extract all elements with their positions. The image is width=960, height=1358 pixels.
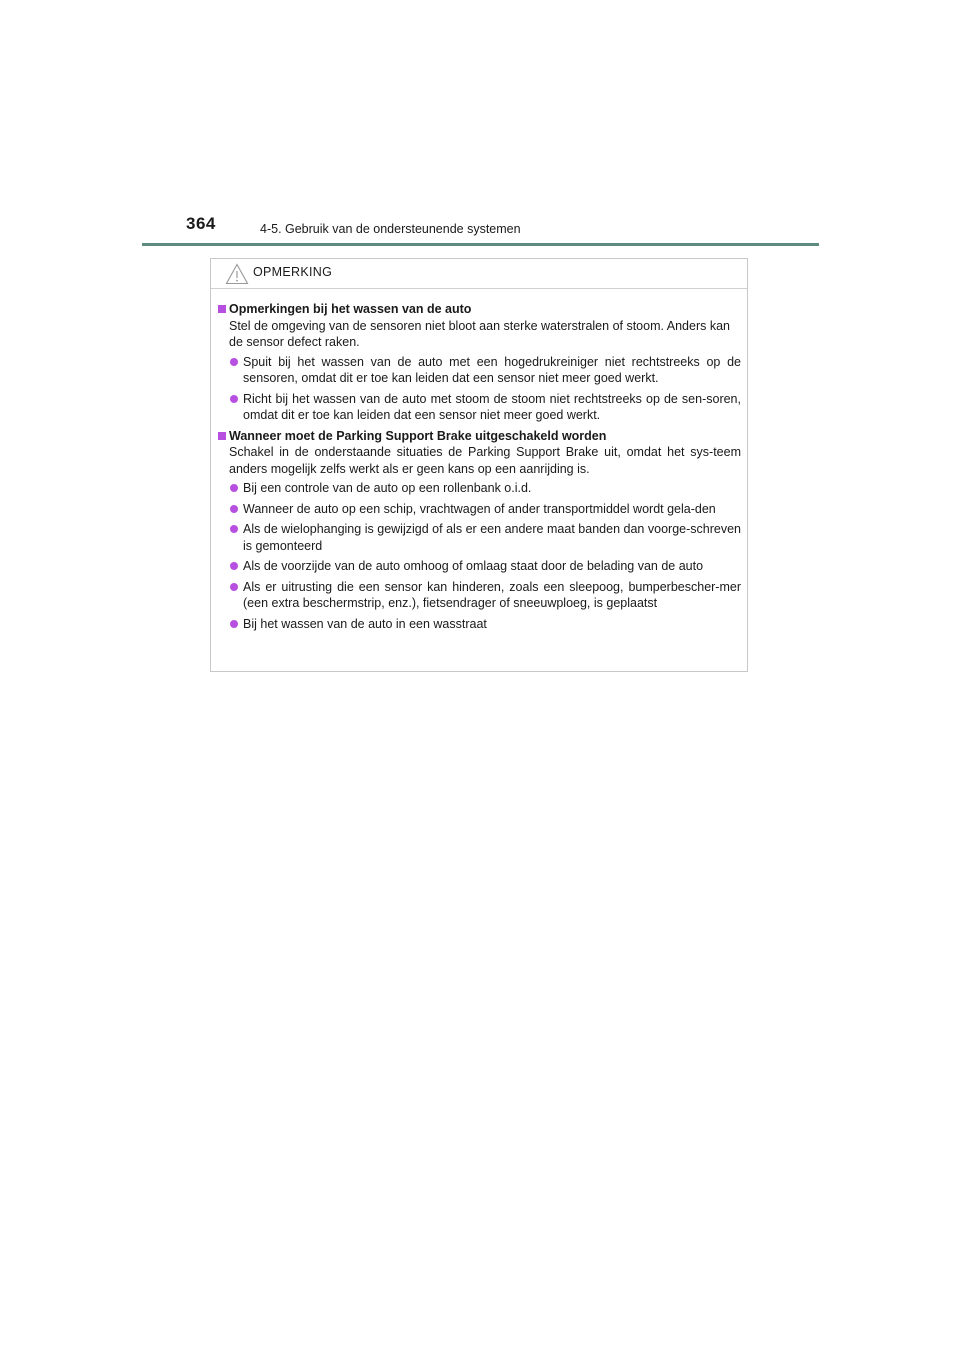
list-item-text: Als er uitrusting die een sensor kan hinderen, zoals een sleepoog, bumperbescher-mer (een extra beschermstrip, enz.), fietsendrager of sneeuwploeg, is geplaatst bbox=[243, 579, 741, 610]
notice-box bbox=[210, 258, 748, 672]
bullet-list bbox=[218, 354, 741, 424]
square-bullet-icon bbox=[218, 432, 226, 440]
list-item bbox=[218, 501, 741, 518]
bullet-list bbox=[218, 480, 741, 632]
list-item-text: Bij het wassen van de auto in een wasstraat bbox=[243, 616, 487, 631]
list-item bbox=[218, 558, 741, 575]
notice-section bbox=[218, 428, 741, 633]
section-paragraph: Stel de omgeving van de sensoren niet bloot aan sterke waterstralen of stoom. Anders kan de sensor defect raken. bbox=[229, 318, 730, 349]
list-item bbox=[218, 616, 741, 633]
list-item-text: Richt bij het wassen van de auto met stoom de stoom niet rechtstreeks op de sen-soren, omdat dit er toe kan leiden dat een sensor niet meer goed werkt. bbox=[243, 391, 741, 422]
section-heading-text: Opmerkingen bij het wassen van de auto bbox=[229, 302, 472, 316]
section-heading-text: Wanneer moet de Parking Support Brake uitgeschakeld worden bbox=[229, 428, 607, 443]
round-bullet-icon bbox=[230, 484, 238, 492]
round-bullet-icon bbox=[230, 395, 238, 403]
round-bullet-icon bbox=[230, 525, 238, 533]
list-item bbox=[218, 480, 741, 497]
notice-header bbox=[211, 259, 747, 289]
round-bullet-icon bbox=[230, 562, 238, 570]
list-item-text: Bij een controle van de auto op een rollenbank o.i.d. bbox=[243, 481, 532, 495]
list-item bbox=[218, 579, 741, 612]
round-bullet-icon bbox=[230, 505, 238, 513]
header-rule bbox=[142, 243, 819, 246]
list-item bbox=[218, 521, 741, 554]
list-item-text: Wanneer de auto op een schip, vrachtwagen of ander transportmiddel wordt gela-den bbox=[243, 501, 716, 516]
section-paragraph: Schakel in de onderstaande situaties de Parking Support Brake uit, omdat het sys-teem anders mogelijk zelfs werkt als er geen kans op een aanrijding is. bbox=[229, 445, 741, 476]
list-item-text: Spuit bij het wassen van de auto met een hogedrukreiniger niet rechtstreeks op de sensoren, omdat dit er toe kan leiden dat een sensor niet meer goed werkt. bbox=[243, 354, 741, 385]
section-title: 4-5. Gebruik van de ondersteunende systemen bbox=[260, 222, 521, 236]
section-heading bbox=[218, 301, 741, 318]
notice-body bbox=[211, 289, 747, 632]
warning-triangle-icon bbox=[225, 263, 249, 285]
notice-label: OPMERKING bbox=[253, 265, 333, 279]
notice-section bbox=[218, 301, 741, 424]
page-number: 364 bbox=[186, 214, 216, 233]
round-bullet-icon bbox=[230, 583, 238, 591]
list-item-text: Als de voorzijde van de auto omhoog of omlaag staat door de belading van de auto bbox=[243, 559, 704, 573]
list-item bbox=[218, 391, 741, 424]
list-item bbox=[218, 354, 741, 387]
square-bullet-icon bbox=[218, 305, 226, 313]
round-bullet-icon bbox=[230, 620, 238, 628]
round-bullet-icon bbox=[230, 358, 238, 366]
section-heading bbox=[218, 428, 741, 445]
list-item-text: Als de wielophanging is gewijzigd of als er een andere maat banden dan voorge-schreven is gemonteerd bbox=[243, 522, 741, 553]
